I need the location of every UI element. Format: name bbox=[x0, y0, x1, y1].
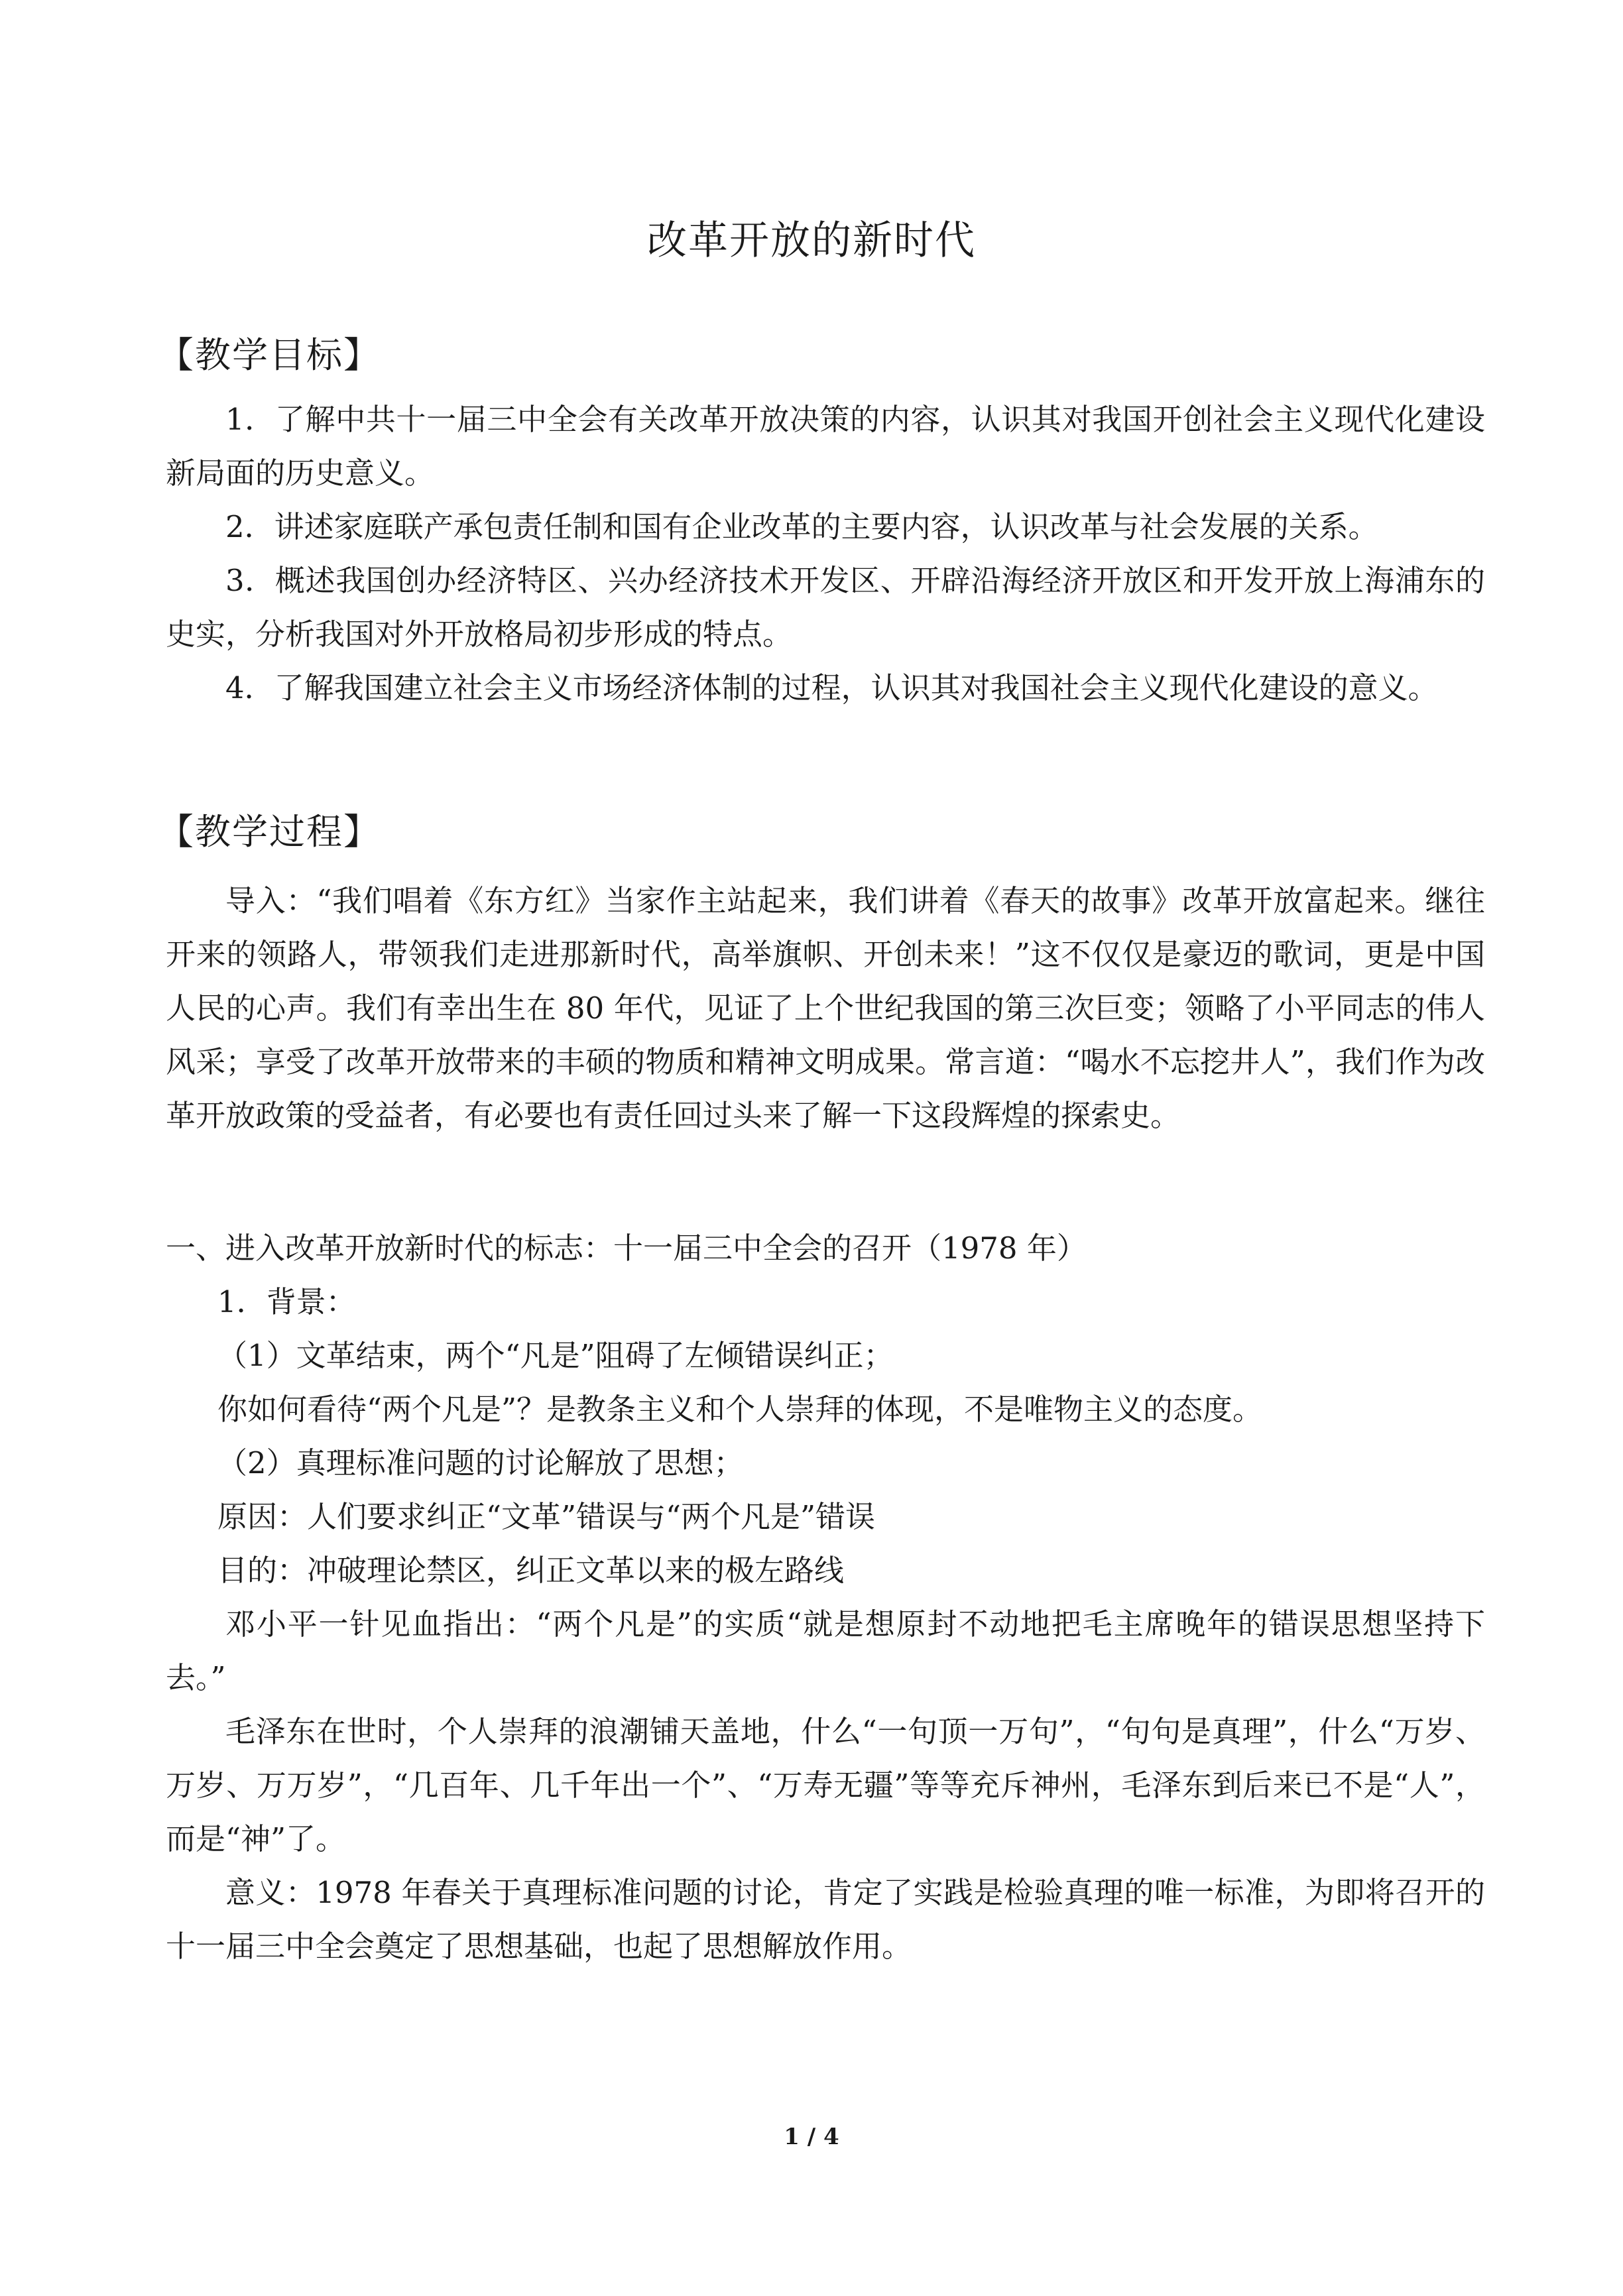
intro-paragraph: 导入：“我们唱着《东方红》当家作主站起来，我们讲着《春天的故事》改革开放富起来。继往开来的领路人，带领我们走进那新时代，高举旗帜、开创未来！”这不仅仅是豪迈的歌词，更是中国人民的心声。我们有幸出生在 80 年代，见证了上个世纪我国的第三次巨变；领略了小平同志的伟人风采；享受了改革开放带来的丰硕的物质和精神文明成果。常言道：“喝水不忘挖井人”，我们作为改革开放政策的受益者，有必要也有责任回过头来了解一下这段辉煌的探索史。 bbox=[166, 883, 1485, 1133]
point-2: （2）真理标准问题的讨论解放了思想； bbox=[217, 1445, 744, 1480]
purpose-line: 目的：冲破理论禁区，纠正文革以来的极左路线 bbox=[217, 1553, 845, 1588]
point-1-question: 你如何看待“两个凡是”？是教条主义和个人崇拜的体现，不是唯物主义的态度。 bbox=[217, 1392, 1263, 1427]
page-number: 1 / 4 bbox=[784, 2124, 839, 2150]
page-title: 改革开放的新时代 bbox=[647, 217, 976, 264]
objective-item-1: 1．了解中共十一届三中全会有关改革开放决策的内容，认识其对我国开创社会主义现代化建设新局面的历史意义。 bbox=[166, 402, 1485, 491]
objective-item-3: 3．概述我国创办经济特区、兴办经济技术开发区、开辟沿海经济开放区和开发开放上海浦东的史实，分析我国对外开放格局初步形成的特点。 bbox=[166, 563, 1485, 652]
process-heading: 【教学过程】 bbox=[158, 811, 381, 853]
section-one-title: 一、进入改革开放新时代的标志：十一届三中全会的召开（1978 年） bbox=[166, 1231, 1087, 1266]
background-label: 1．背景： bbox=[217, 1284, 356, 1319]
significance-paragraph: 意义：1978 年春关于真理标准问题的讨论，肯定了实践是检验真理的唯一标准，为即将召开的十一届三中全会奠定了思想基础，也起了思想解放作用。 bbox=[166, 1875, 1485, 1964]
objective-item-4: 4．了解我国建立社会主义市场经济体制的过程，认识其对我国社会主义现代化建设的意义。 bbox=[225, 670, 1438, 705]
reason-line: 原因：人们要求纠正“文革”错误与“两个凡是”错误 bbox=[217, 1499, 876, 1534]
objectives-heading: 【教学目标】 bbox=[158, 334, 381, 376]
point-1: （1）文革结束，两个“凡是”阻碍了左倾错误纠正； bbox=[217, 1338, 894, 1373]
mao-paragraph: 毛泽东在世时，个人崇拜的浪潮铺天盖地，什么“一句顶一万句”，“句句是真理”，什么“万岁、万岁、万万岁”，“几百年、几千年出一个”、“万寿无疆”等等充斥神州，毛泽东到后来已不是“人”，而是“神”了。 bbox=[166, 1714, 1485, 1856]
objective-item-2: 2．讲述家庭联产承包责任制和国有企业改革的主要内容，认识改革与社会发展的关系。 bbox=[225, 509, 1378, 544]
deng-quote-paragraph: 邓小平一针见血指出：“两个凡是”的实质“就是想原封不动地把毛主席晚年的错误思想坚持下去。” bbox=[166, 1606, 1485, 1695]
